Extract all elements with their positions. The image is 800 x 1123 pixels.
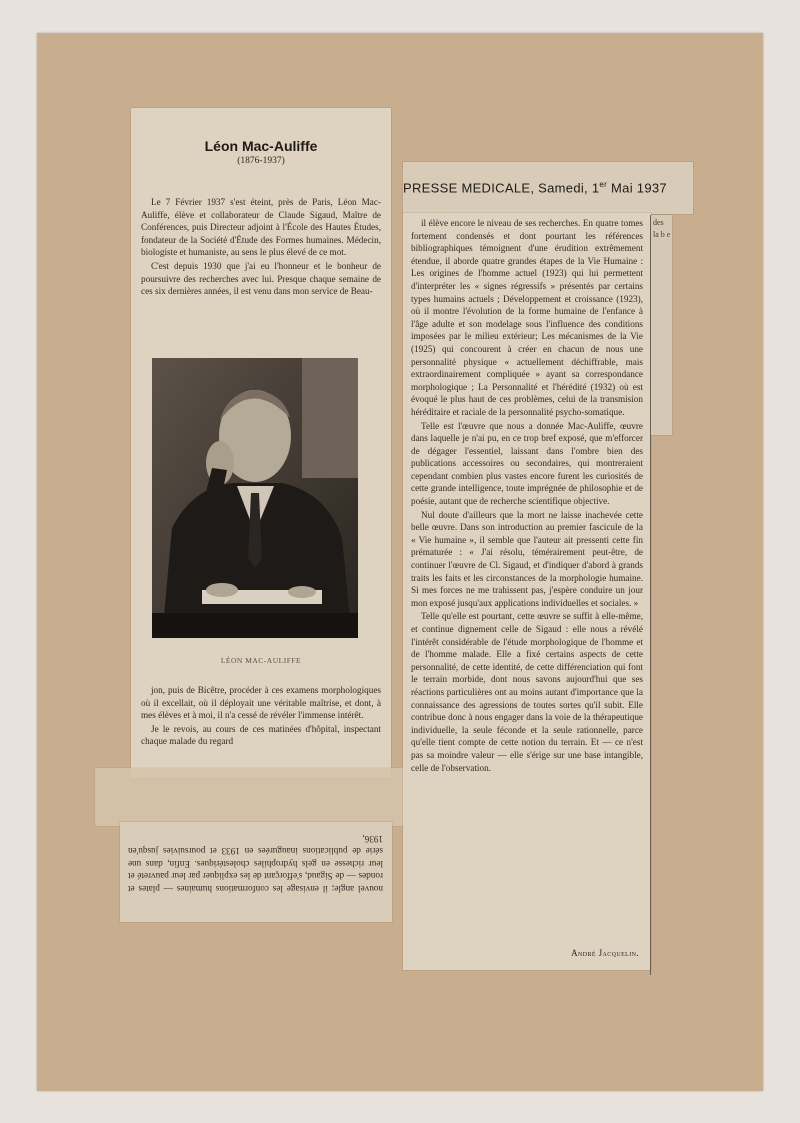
obituary-clipping-right — [403, 213, 651, 970]
obituary-continued-text — [141, 684, 381, 749]
upside-down-fragment — [120, 822, 392, 922]
photo-caption: LÉON MAC-AULIFFE — [220, 656, 302, 665]
paragraph: Nul doute d'ailleurs que la mort ne laisse inachevée cette belle œuvre. Dans son introduction au premier fascicule de la « Vie humaine », il semble que l'auteur ait pressenti cette fin prématurée : « J'ai résolu, témérairement peut-être, de continuer l'œuvre de Cl. Sigaud, et d'indiquer d'abord à grands traits les faits et les circonstances de la morphologie humaine. Si mes forces ne me trahissent pas, j'espère conduire un jour mon exposé jusqu'aux applications individuelles et sociales. » — [411, 509, 643, 608]
sliver-text: des la b e — [653, 218, 671, 239]
obituary-title: Léon Mac-Auliffe — [204, 138, 318, 154]
publication-name: PRESSE MEDICALE, — [403, 180, 535, 196]
paragraph: il élève encore le niveau de ses recherches. En quatre tomes fortement condensés et dont pourtant les références bibliographiques témoignent d'une érudition extrêmement étendue, il aborde quatre grandes étapes de la Vie Humaine : Les origines de l'homme actuel (1923) qui lui permettent d'interpréter les « signes régressifs » présentés par certains types humains actuels ; Développement et croissance (1923), où il montre l'évolution de la forme humaine de l'enfance à l'âge adulte et son modelage sous l'influence des conditions imposées par le milieu extérieur; Les mécanismes de la Vie (1925) qui concourent à créer en chacun de nous une personnalité physique « actuellement déchiffrable, mais extraordinairement compliquée » ayant sa correspondance morphologique ; La Personnalité et l'hérédité (1932) où est évoqué le plus haut de ces problèmes, celui de la transmision héréditaire et raciale de la personnalité psycho-somatique. — [411, 218, 643, 417]
publication-date-sup: er — [599, 180, 608, 189]
adjacent-column-sliver — [651, 215, 672, 435]
publication-date-day: 1 — [591, 180, 600, 196]
paragraph: Je le revois, au cours de ces matinées d'hôpital, inspectant chaque malade du regard — [141, 723, 381, 747]
obituary-right-text — [411, 217, 643, 775]
paragraph: Le 7 Février 1937 s'est éteint, près de Paris, Léon Mac-Auliffe, élève et collaborateur de Claude Sigaud, Maître de Conférences, puis Directeur adjoint à l'École des Hautes Études, fondateur de la Société d'Étude des Formes humaines. Médecin, biologiste et humaniste, au sens le plus élevé de ce mot. — [141, 197, 381, 258]
publication-header — [403, 162, 693, 214]
paragraph: Telle est l'œuvre que nous a donnée Mac-Auliffe, œuvre dans laquelle je n'ai pu, en ce trop bref exposé, que m'efforcer de dégager l'essentiel, laissant dans l'ombre bien des publications accessoires ou secondaires, qui montreraient cependant combien plus vastes encore furent les curiosités de cette grande intelligence, toute imprégnée de philosophie et de poésie, autant que de recherche scientifique objective. — [411, 420, 643, 507]
obituary-clipping-left — [131, 108, 391, 778]
column-rule — [650, 215, 651, 975]
publication-day: Samedi, — [538, 180, 588, 196]
paragraph: Telle qu'elle est pourtant, cette œuvre se suffit à elle-même, et continue dignement celle de Sigaud : elle nous a révélé l'intérêt considérable de l'étude morphologique de l'homme et de l'homme malade. Elle a fixé certains aspects de cette personnalité, de cette identité, de cette différenciation qui font le terrain morbide, dont nous savons aujourd'hui que ses réactions particulières ont au moins autant d'importance que la connaissance des agressions de toutes sortes qu'il subit. Elle contribue donc à nous engager dans la voie de la thérapeutique individuelle, la seule féconde et la seule rationnelle, parce qu'elle tient compte de cette notion du terrain. Et — ce n'est pas sa moindre valeur — elle s'érige sur une base intangible, celle de l'observation. — [411, 611, 643, 773]
obituary-dates: (1876-1937) — [237, 156, 285, 166]
upside-down-text: nouvel angle; il envisage les conformations humaines — plates et rondes — de Sigaud, s'efforçant de les expliquer par leur pauvreté et leur richesse en gels hydrophiles cholestériques. Enfin, dans une série de publications inaugurées en 1933 et poursuivies jusqu'en 1936, — [128, 833, 383, 894]
obituary-intro-text — [141, 196, 381, 299]
publication-date-month-year: Mai 1937 — [611, 180, 667, 196]
author-signature: André Jacquelin. — [571, 948, 639, 958]
portrait-photo — [152, 358, 358, 638]
paragraph: jon, puis de Bicêtre, procéder à ces examens morphologiques où il excellait, où il déployait une véritable maîtrise, et dont, à mes élèves et à moi, il n'a cessé de révéler l'immense intérêt. — [141, 685, 381, 721]
publication-header-line — [403, 180, 693, 195]
paragraph: C'est depuis 1930 que j'ai eu l'honneur et le bonheur de poursuivre des recherches avec lui. Presque chaque semaine de ces six dernières années, il est venu dans mon service de Beau- — [141, 260, 381, 297]
